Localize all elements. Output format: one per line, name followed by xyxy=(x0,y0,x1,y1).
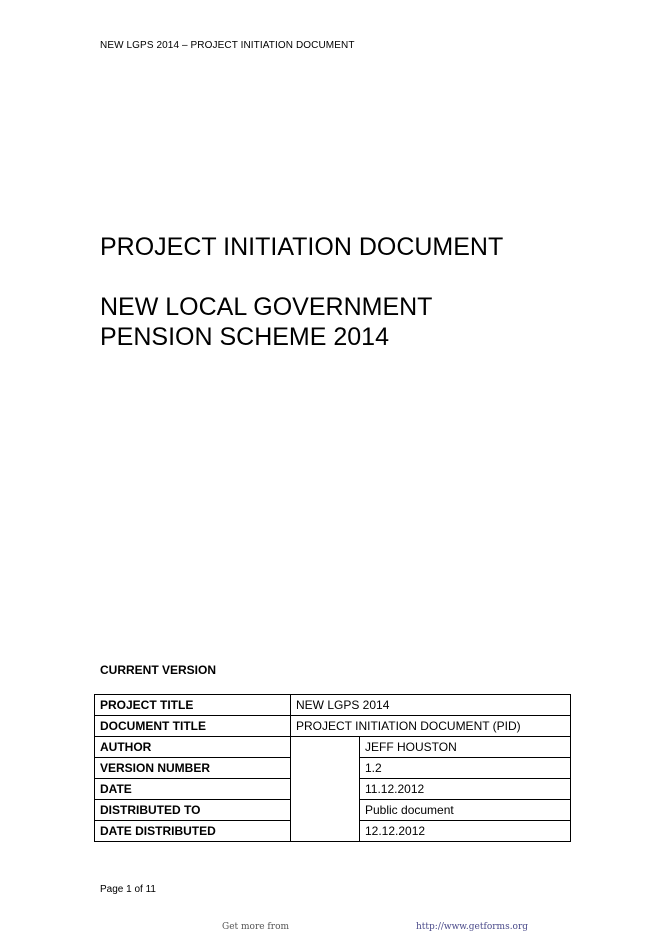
current-version-heading: CURRENT VERSION xyxy=(100,663,217,677)
row-value: Public document xyxy=(360,800,571,821)
row-label: DISTRIBUTED TO xyxy=(95,800,291,821)
document-title: PROJECT INITIATION DOCUMENT xyxy=(100,233,504,261)
row-label: DATE DISTRIBUTED xyxy=(95,821,291,842)
row-label: PROJECT TITLE xyxy=(95,695,291,716)
watermark-text: Get more from xyxy=(222,922,290,932)
blank-merged-cell xyxy=(291,737,360,842)
row-value: 11.12.2012 xyxy=(360,779,571,800)
row-label: DATE xyxy=(95,779,291,800)
row-label: DOCUMENT TITLE xyxy=(95,716,291,737)
subtitle-line-2: PENSION SCHEME 2014 xyxy=(100,323,389,351)
page-number: Page 1 of 11 xyxy=(100,884,156,895)
table-row xyxy=(95,737,571,758)
row-value: JEFF HOUSTON xyxy=(360,737,571,758)
row-value: 12.12.2012 xyxy=(360,821,571,842)
row-label: VERSION NUMBER xyxy=(95,758,291,779)
subtitle-line-1: NEW LOCAL GOVERNMENT xyxy=(100,293,433,321)
running-header: NEW LGPS 2014 – PROJECT INITIATION DOCUMENT xyxy=(100,40,355,51)
row-value: 1.2 xyxy=(360,758,571,779)
row-value: NEW LGPS 2014 xyxy=(291,695,571,716)
watermark-link[interactable]: http://www.getforms.org xyxy=(416,922,529,932)
row-value: PROJECT INITIATION DOCUMENT (PID) xyxy=(291,716,571,737)
document-subtitle xyxy=(100,292,620,352)
version-info-table xyxy=(94,694,571,842)
row-label: AUTHOR xyxy=(95,737,291,758)
title-block xyxy=(100,232,620,352)
table-row xyxy=(95,695,571,716)
table-row xyxy=(95,716,571,737)
